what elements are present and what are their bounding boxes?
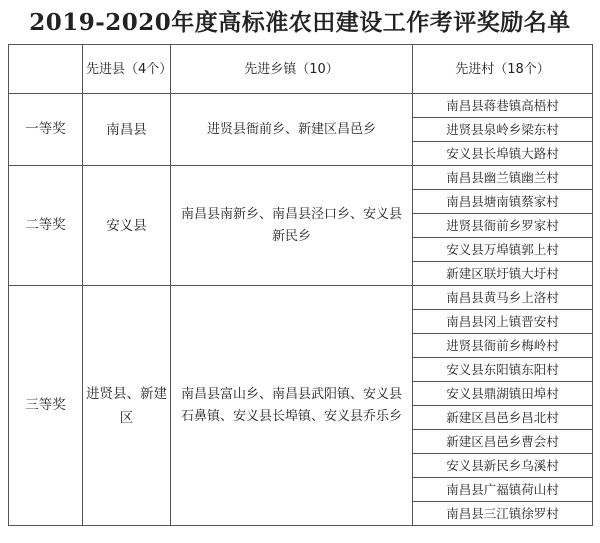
town-cell: 南昌县富山乡、南昌县武阳镇、安义县石鼻镇、安义县长埠镇、安义县乔乐乡 [171,286,413,526]
village-cell: 南昌县三江镇徐罗村 [413,502,593,526]
village-cell: 新建区昌邑乡昌北村 [413,406,593,430]
village-cell: 进贤县泉岭乡梁东村 [413,118,593,142]
table-row [9,166,593,190]
village-cell: 安义县新民乡乌溪村 [413,454,593,478]
village-cell: 安义县万埠镇郭上村 [413,238,593,262]
header-row [9,45,593,94]
village-cell: 进贤县衙前乡罗家村 [413,214,593,238]
table-row [9,94,593,118]
prize-cell: 二等奖 [9,166,83,286]
town-cell: 进贤县衙前乡、新建区昌邑乡 [171,94,413,166]
county-cell: 安义县 [83,166,171,286]
header-advanced-town: 先进乡镇（10） [171,45,413,94]
header-advanced-county-label: 先进县（4个） [86,61,173,77]
village-cell: 新建区联圩镇大圩村 [413,262,593,286]
village-cell: 南昌县塘南镇蔡家村 [413,190,593,214]
village-cell: 南昌县广福镇荷山村 [413,478,593,502]
header-prize [9,45,83,94]
prize-cell: 三等奖 [9,286,83,526]
county-cell: 进贤县、新建区 [83,286,171,526]
village-cell: 新建区昌邑乡曹会村 [413,430,593,454]
header-advanced-village: 先进村（18个） [413,45,593,94]
header-advanced-county [83,45,171,94]
town-cell: 南昌县南新乡、南昌县泾口乡、安义县新民乡 [171,166,413,286]
award-table [8,44,593,526]
prize-cell: 一等奖 [9,94,83,166]
village-cell: 南昌县冈上镇晋安村 [413,310,593,334]
village-cell: 南昌县黄马乡上洛村 [413,286,593,310]
village-cell: 进贤县衙前乡梅岭村 [413,334,593,358]
table-row [9,286,593,310]
page-title: 2019-2020年度高标准农田建设工作考评奖励名单 [29,9,571,36]
village-cell: 安义县长埠镇大路村 [413,142,593,166]
village-cell: 南昌县蒋巷镇高梧村 [413,94,593,118]
village-cell: 南昌县幽兰镇幽兰村 [413,166,593,190]
county-cell: 南昌县 [83,94,171,166]
village-cell: 安义县鼎湖镇田埠村 [413,382,593,406]
village-cell: 安义县东阳镇东阳村 [413,358,593,382]
